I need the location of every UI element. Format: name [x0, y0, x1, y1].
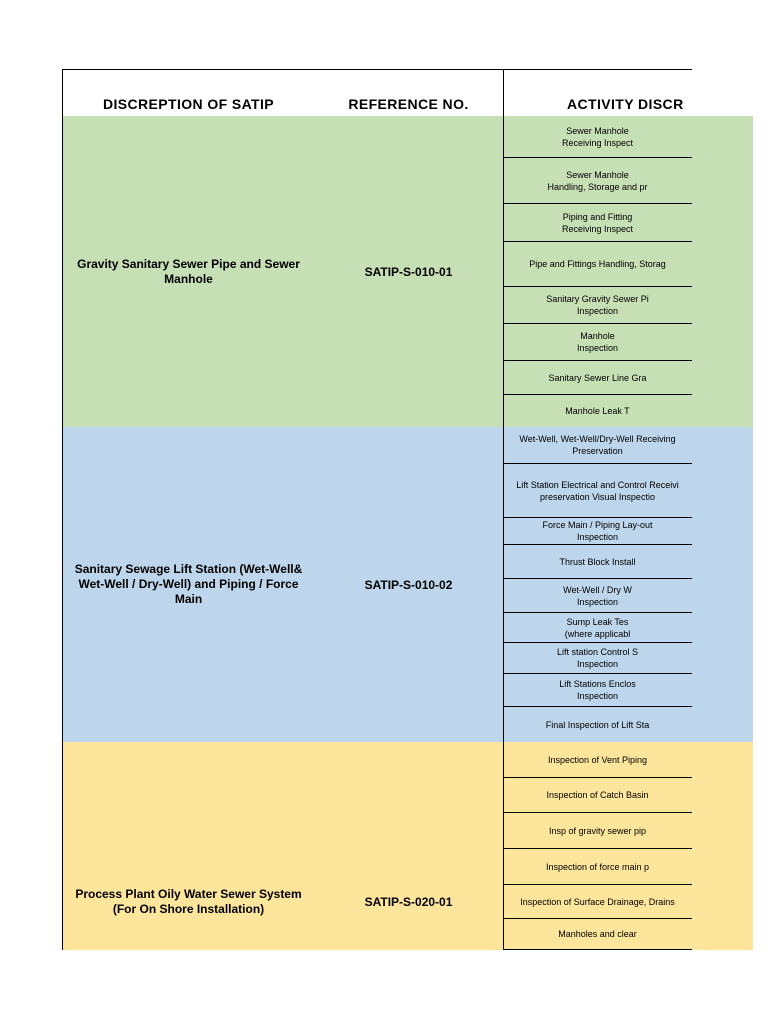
group-2-description [62, 427, 315, 743]
list-item: Manhole Leak T [503, 395, 692, 428]
list-item: Manhole Inspection [503, 324, 692, 361]
group-2-activities [503, 427, 692, 743]
list-item: Lift Stations Enclos Inspection [503, 674, 692, 707]
header-description [62, 69, 315, 117]
list-item: Wet-Well, Wet-Well/Dry-Well Receiving Preservation [503, 427, 692, 464]
group-2-reference [314, 427, 504, 743]
list-item: Sewer Manhole Handling, Storage and pr [503, 158, 692, 204]
list-item: Pipe and Fittings Handling, Storag [503, 242, 692, 287]
activity-column-left-border [503, 116, 504, 950]
list-item: Thrust Block Install [503, 545, 692, 579]
list-item: Final Inspection of Lift Sta [503, 707, 692, 743]
group-3-description-text: Process Plant Oily Water Sewer System (For On Shore Installation) [75, 887, 302, 916]
group-3-reference-text: SATIP-S-020-01 [364, 895, 453, 909]
list-item: Insp of gravity sewer pip [503, 813, 692, 849]
list-item: Wet-Well / Dry W Inspection [503, 579, 692, 613]
group-1-reference [314, 116, 504, 428]
list-item: Lift Station Electrical and Control Receivi preservation Visual Inspectio [503, 464, 692, 518]
group-2-description-text: Sanitary Sewage Lift Station (Wet-Well& Wet-Well / Dry-Well) and Piping / Force Main [74, 562, 303, 606]
group-2-reference-text: SATIP-S-010-02 [364, 577, 453, 592]
list-item: Inspection of Surface Drainage, Drains [503, 885, 692, 919]
list-item: Sanitary Sewer Line Gra [503, 361, 692, 395]
list-item: Sewer Manhole Receiving Inspect [503, 116, 692, 158]
list-item: Inspection of Catch Basin [503, 778, 692, 813]
list-item: Force Main / Piping Lay-out Inspection [503, 518, 692, 545]
header-description-label: DISCREPTION OF SATIP [102, 96, 275, 112]
header-activity-label: ACTIVITY DISCR [567, 96, 684, 112]
list-item: Inspection of Vent Piping [503, 742, 692, 778]
header-activity [503, 69, 692, 117]
group-1-description-text: Gravity Sanitary Sewer Pipe and Sewer Manhole [77, 256, 300, 286]
group-3-activities [503, 742, 692, 950]
group-3-description [62, 742, 315, 950]
header-reference-label: REFERENCE NO. [348, 96, 469, 112]
list-item: Manholes and clear [503, 919, 692, 950]
group-1-activities [503, 116, 692, 428]
list-item: Piping and Fitting Receiving Inspect [503, 204, 692, 242]
list-item: Lift station Control S Inspection [503, 643, 692, 674]
list-item: Sump Leak Tes (where applicabl [503, 613, 692, 643]
group-1-reference-text: SATIP-S-010-01 [364, 264, 453, 279]
list-item: Inspection of force main p [503, 849, 692, 885]
group-3-reference [314, 742, 504, 950]
group-1-description [62, 116, 315, 428]
list-item: Sanitary Gravity Sewer Pi Inspection [503, 287, 692, 324]
header-reference [314, 69, 504, 117]
